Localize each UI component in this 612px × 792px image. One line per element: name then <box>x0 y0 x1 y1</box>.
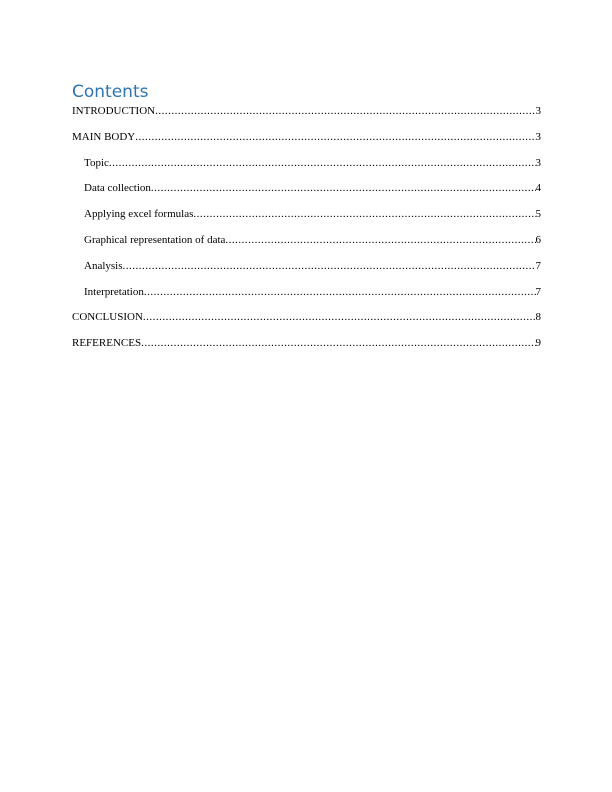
toc-entry-page: 7 <box>535 259 541 272</box>
toc-entry-title: CONCLUSION <box>72 311 143 324</box>
toc-entry-interpretation[interactable] <box>72 285 541 311</box>
toc-entry-page: 5 <box>535 208 541 221</box>
toc-entry-introduction[interactable] <box>72 104 541 130</box>
toc-entry-title: Topic <box>84 156 109 169</box>
toc-entry-graphical-representation[interactable] <box>72 233 541 259</box>
toc-entry-applying-excel-formulas[interactable] <box>72 207 541 233</box>
toc-entry-page: 3 <box>535 156 541 169</box>
dot-leader <box>123 259 536 273</box>
toc-entry-title: Interpretation <box>84 285 144 298</box>
toc-entry-title: MAIN BODY <box>72 130 136 143</box>
toc-entry-page: 4 <box>535 182 541 195</box>
toc-entry-page: 3 <box>535 130 541 143</box>
toc-heading: Contents <box>72 82 149 102</box>
toc-entry-conclusion[interactable] <box>72 310 541 336</box>
toc-entry-title: INTRODUCTION <box>72 105 156 117</box>
toc-entry-title: Graphical representation of data <box>84 233 226 246</box>
dot-leader <box>141 336 535 350</box>
toc-entry-main-body[interactable] <box>72 130 541 156</box>
dot-leader <box>109 156 536 170</box>
dot-leader <box>193 207 535 221</box>
dot-leader <box>143 310 536 324</box>
toc-entry-data-collection[interactable] <box>72 181 541 207</box>
toc-entry-title: REFERENCES <box>72 337 142 350</box>
dot-leader <box>225 233 535 247</box>
toc-entry-page: 8 <box>535 311 541 324</box>
toc-entry-page: 6 <box>535 233 541 246</box>
table-of-contents <box>72 104 541 362</box>
dot-leader <box>155 104 535 118</box>
toc-entry-references[interactable] <box>72 336 541 362</box>
dot-leader <box>144 285 536 299</box>
toc-entry-page: 7 <box>535 285 541 298</box>
toc-entry-page: 9 <box>535 337 541 350</box>
toc-entry-page: 3 <box>535 105 541 117</box>
toc-entry-title: Applying excel formulas <box>84 208 194 221</box>
toc-entry-title: Data collection <box>84 182 151 195</box>
toc-entry-topic[interactable] <box>72 156 541 182</box>
toc-entry-title: Analysis <box>84 259 123 272</box>
toc-entry-analysis[interactable] <box>72 259 541 285</box>
dot-leader <box>151 181 536 195</box>
dot-leader <box>135 130 535 144</box>
